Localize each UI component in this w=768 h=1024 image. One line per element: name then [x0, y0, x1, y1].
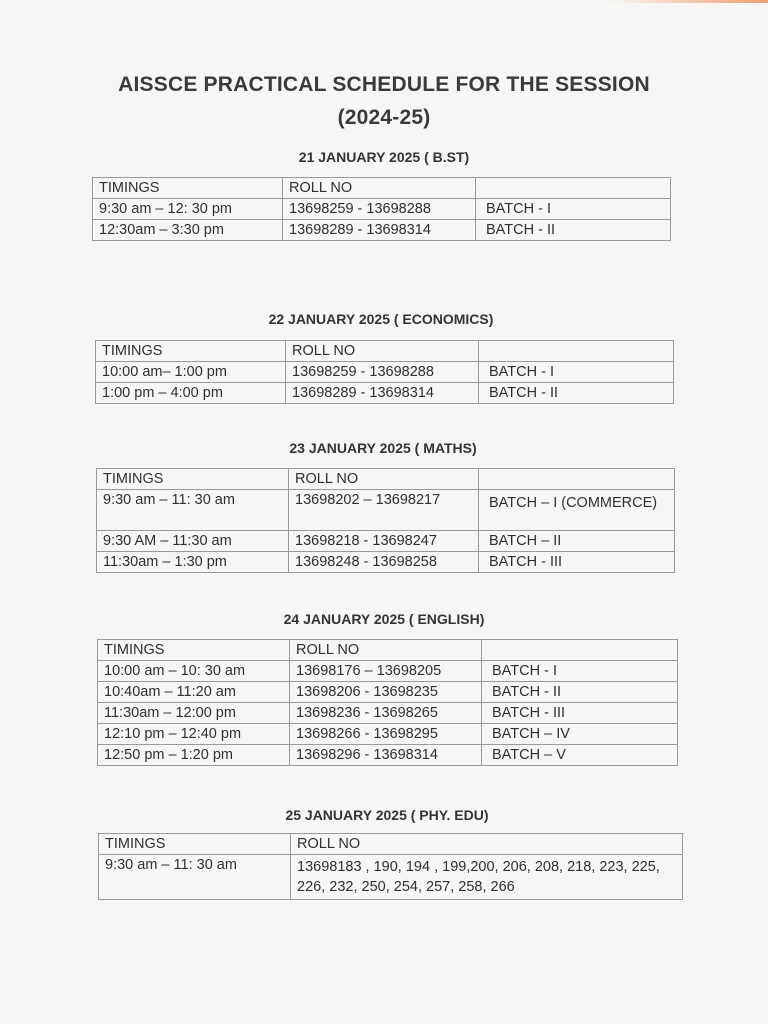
- timing-cell: 9:30 AM – 11:30 am: [97, 531, 289, 552]
- roll-no-cell: 13698289 - 13698314: [283, 220, 476, 241]
- roll-no-cell: 13698236 - 13698265: [290, 703, 482, 724]
- schedule-table-phy-edu: [98, 833, 683, 900]
- roll-no-cell: 13698206 - 13698235: [290, 682, 482, 703]
- timing-cell: 9:30 am – 11: 30 am: [97, 490, 289, 531]
- roll-no-cell: 13698259 - 13698288: [286, 362, 479, 383]
- header-roll-no: ROLL NO: [290, 640, 482, 661]
- timing-cell: 12:30am – 3:30 pm: [93, 220, 283, 241]
- table-row: [98, 661, 678, 682]
- header-batch: [479, 341, 674, 362]
- batch-cell: BATCH - II: [476, 220, 671, 241]
- timing-cell: 12:10 pm – 12:40 pm: [98, 724, 290, 745]
- batch-cell: BATCH - III: [482, 703, 678, 724]
- table-row: [97, 531, 675, 552]
- header-timings: TIMINGS: [99, 834, 291, 855]
- section-heading-bst: 21 JANUARY 2025 ( B.ST): [298, 149, 470, 165]
- timing-cell: 11:30am – 12:00 pm: [98, 703, 290, 724]
- roll-no-cell: 13698266 - 13698295: [290, 724, 482, 745]
- table-row: [98, 703, 678, 724]
- page-edge-mark: [608, 0, 768, 3]
- timing-cell: 9:30 am – 11: 30 am: [99, 855, 291, 900]
- table-row: [99, 855, 683, 900]
- batch-cell: BATCH - II: [482, 682, 678, 703]
- table-header-row: [99, 834, 683, 855]
- table-row: [98, 724, 678, 745]
- table-row: [93, 220, 671, 241]
- table-row: [96, 383, 674, 404]
- header-batch: [482, 640, 678, 661]
- table-row: [96, 362, 674, 383]
- table-header-row: [98, 640, 678, 661]
- timing-cell: 10:00 am – 10: 30 am: [98, 661, 290, 682]
- table-row: [97, 490, 675, 531]
- table-row: [98, 682, 678, 703]
- header-batch: [476, 178, 671, 199]
- timing-cell: 11:30am – 1:30 pm: [97, 552, 289, 573]
- batch-cell: BATCH - I: [479, 362, 674, 383]
- header-batch: [479, 469, 675, 490]
- batch-cell: BATCH – V: [482, 745, 678, 766]
- table-header-row: [96, 341, 674, 362]
- timing-cell: 9:30 am – 12: 30 pm: [93, 199, 283, 220]
- batch-cell: BATCH - II: [479, 383, 674, 404]
- timing-cell: 12:50 pm – 1:20 pm: [98, 745, 290, 766]
- batch-cell: BATCH – II: [479, 531, 675, 552]
- section-heading-phy-edu: 25 JANUARY 2025 ( PHY. EDU): [285, 807, 489, 823]
- batch-cell: BATCH - I: [476, 199, 671, 220]
- timing-cell: 10:40am – 11:20 am: [98, 682, 290, 703]
- roll-no-cell: 13698202 – 13698217: [289, 490, 479, 531]
- header-timings: TIMINGS: [97, 469, 289, 490]
- roll-no-cell: 13698296 - 13698314: [290, 745, 482, 766]
- header-timings: TIMINGS: [98, 640, 290, 661]
- table-header-row: [97, 469, 675, 490]
- roll-no-cell: 13698176 – 13698205: [290, 661, 482, 682]
- roll-no-cell: 13698289 - 13698314: [286, 383, 479, 404]
- section-heading-economics: 22 JANUARY 2025 ( ECONOMICS): [268, 311, 494, 327]
- section-heading-english: 24 JANUARY 2025 ( ENGLISH): [283, 611, 485, 627]
- batch-cell: BATCH - I: [482, 661, 678, 682]
- batch-cell: BATCH - III: [479, 552, 675, 573]
- timing-cell: 10:00 am– 1:00 pm: [96, 362, 286, 383]
- header-timings: TIMINGS: [93, 178, 283, 199]
- roll-no-cell: 13698259 - 13698288: [283, 199, 476, 220]
- header-timings: TIMINGS: [96, 341, 286, 362]
- header-roll-no: ROLL NO: [289, 469, 479, 490]
- roll-no-cell: 13698218 - 13698247: [289, 531, 479, 552]
- roll-no-cell: 13698248 - 13698258: [289, 552, 479, 573]
- header-roll-no: ROLL NO: [291, 834, 683, 855]
- schedule-table-bst: [92, 177, 671, 241]
- roll-no-cell: 13698183 , 190, 194 , 199,200, 206, 208, 218, 223, 225, 226, 232, 250, 254, 257, 258, 266: [291, 855, 683, 900]
- table-row: [93, 199, 671, 220]
- header-roll-no: ROLL NO: [283, 178, 476, 199]
- table-header-row: [93, 178, 671, 199]
- table-row: [97, 552, 675, 573]
- schedule-table-english: [97, 639, 678, 766]
- document-session: (2024-25): [337, 106, 431, 129]
- header-roll-no: ROLL NO: [286, 341, 479, 362]
- section-heading-maths: 23 JANUARY 2025 ( MATHS): [289, 440, 477, 456]
- batch-cell: BATCH – I (COMMERCE): [479, 490, 675, 531]
- document-title: AISSCE PRACTICAL SCHEDULE FOR THE SESSION: [118, 73, 650, 96]
- timing-cell: 1:00 pm – 4:00 pm: [96, 383, 286, 404]
- schedule-table-maths: [96, 468, 675, 573]
- batch-cell: BATCH – IV: [482, 724, 678, 745]
- table-row: [98, 745, 678, 766]
- schedule-table-economics: [95, 340, 674, 404]
